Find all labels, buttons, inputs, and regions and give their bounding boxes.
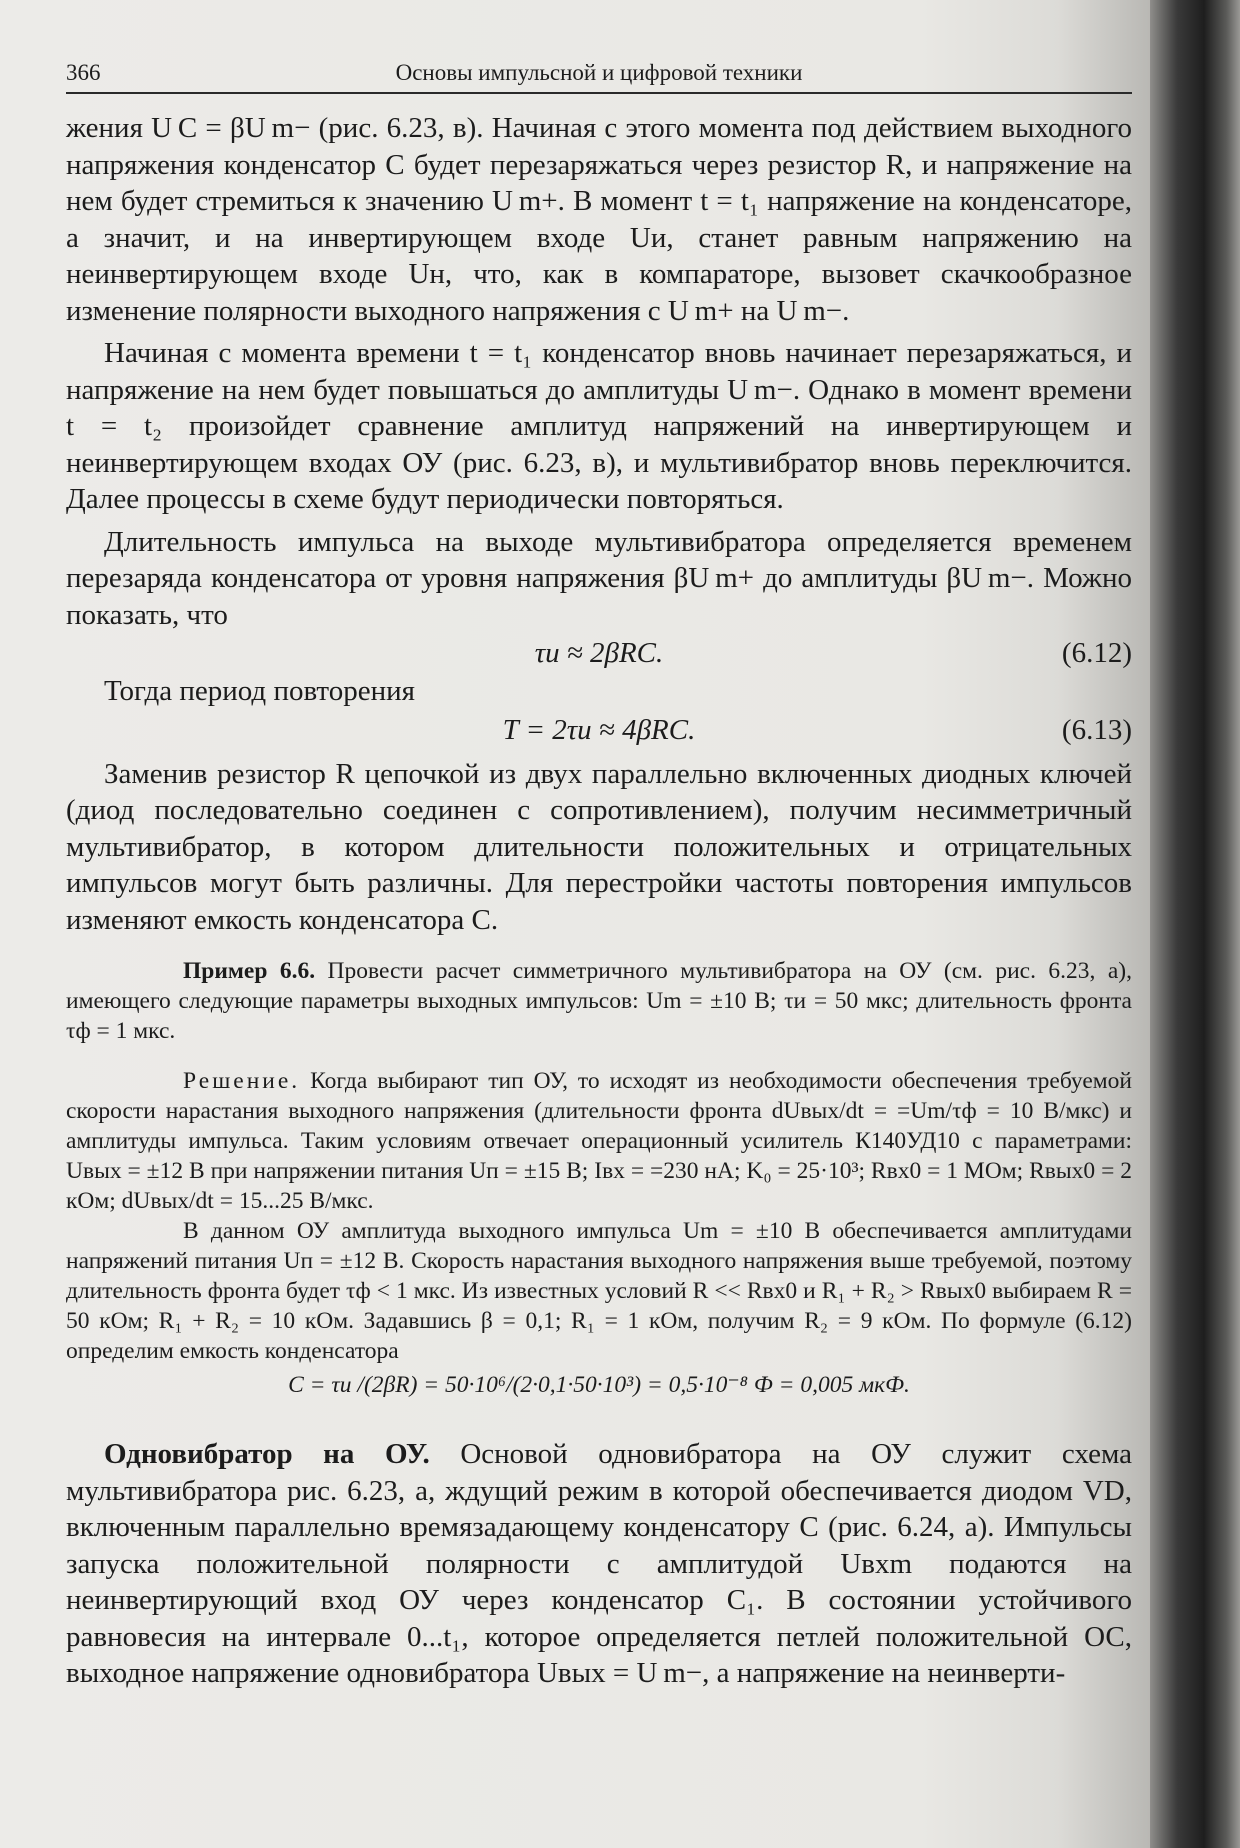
section-text: Основой одновибратора на ОУ служит схема мультивибратора рис. 6.23, а, ждущий режим в которой обеспечивается диодом VD, включенным параллельно времязадающему конденсатору С (рис. 6.24, а). Импульсы запуска положительной полярности с амплитудой Uвхm подаются на неинвертирующий вход ОУ через конденсатор С₁. В состоянии устойчивого равновесия на интервале 0...t₁, которое определяется петлей положительной ОС, выходное напряжение одновибратора Uвых = U m−, а напряжение на неинверти- bbox=[66, 1438, 1132, 1689]
solution-text: Когда выбирают тип ОУ, то исходят из необходимости обеспечения требуемой скорости нарастания выходного напряжения (длительности фронта dUвых/dt = =Um/τф = 10 В/мкс) и амплитуды импульса. Таким условиям отвечает операционный усилитель К140УД10 с параметрами: Uвых = ±12 В при напряжении питания Uп = ±15 В; Iвх = =230 нА; K₀ = 25·10³; Rвх0 = 1 МОм; Rвых0 = 2 кОм; dUвых/dt = 15...25 В/мкс. bbox=[66, 1068, 1132, 1214]
page-number: 366 bbox=[66, 60, 101, 85]
solution-paragraph-2: В данном ОУ амплитуда выходного импульса Um = ±10 В обеспечивается амплитудами напряжений питания Uп = ±12 В. Скорость нарастания выходного напряжения выше требуемой, поэтому длительность фронта будет τф < 1 мкс. Из известных условий R << Rвх0 и R₁ + R₂ > Rвых0 выбираем R = 50 кОм; R₁ + R₂ = 10 кОм. Задавшись β = 0,1; R₁ = 1 кОм, получим R₂ = 9 кОм. По формуле (6.12) определим емкость конденсатора bbox=[66, 1218, 1132, 1364]
page-header bbox=[66, 58, 1132, 94]
formula-6-12-number: (6.12) bbox=[1061, 637, 1132, 669]
solution-block bbox=[66, 1066, 1132, 1402]
solution-paragraph bbox=[66, 1066, 1132, 1216]
formula-6-13-expression: T = 2τи ≈ 4βRC. bbox=[502, 713, 696, 746]
paragraph-5: Заменив резистор R цепочкой из двух параллельно включенных диодных ключей (диод последовательно соединен с сопротивлением), получим несимметричный мультивибратор, в котором длительности положительных и отрицательных импульсов могут быть различны. Для перестройки частоты повторения импульсов изменяют емкость конденсатора С. bbox=[66, 757, 1132, 936]
paragraph-3: Длительность импульса на выходе мультивибратора определяется временем перезаряда конденсатора от уровня напряжения βU m+ до амплитуды βU m−. Можно показать, что bbox=[66, 525, 1132, 631]
example-text: Провести расчет симметричного мультивибратора на ОУ (см. рис. 6.23, а), имеющего следующие параметры выходных импульсов: Um = ±10 В; τи = 50 мкс; длительность фронта τф = 1 мкс. bbox=[66, 958, 1132, 1044]
example-block bbox=[66, 956, 1132, 1046]
paragraph-1: жения U C = βU m− (рис. 6.23, в). Начиная с этого момента под действием выходного напряжения конденсатор С будет перезаряжаться через резистор R, и напряжение на нем будет стремиться к значению U m+. В момент t = t₁ напряжение на конденсаторе, а значит, и на инвертирующем входе Uи, станет равным напряжению на неинвертирующем входе Uн, что, как в компараторе, вызовет скачкообразное изменение полярности выходного напряжения с U m+ на U m−. bbox=[66, 112, 1132, 327]
running-title: Основы импульсной и цифровой техники bbox=[395, 60, 803, 85]
formula-6-13-number: (6.13) bbox=[1061, 713, 1132, 746]
example-label: Пример 6.6. bbox=[183, 958, 316, 984]
paragraph-4: Тогда период повторения bbox=[104, 675, 415, 707]
formula-6-12-expression: τи ≈ 2βRC. bbox=[534, 637, 664, 669]
formula-6-13 bbox=[66, 710, 1132, 750]
paragraph-2: Начиная с момента времени t = t₁ конденсатор вновь начинает перезаряжаться, и напряжение на нем будет повышаться до амплитуды U m−. Однако в момент времени t = t₂ произойдет сравнение амплитуд напряжений на инвертирующем и неинвертирующем входах ОУ (рис. 6.23, в), и мультивибратор вновь переключится. Далее процессы в схеме будут периодически повторяться. bbox=[66, 337, 1132, 515]
book-gutter-shadow bbox=[1150, 0, 1240, 1848]
section-monostable bbox=[66, 1436, 1132, 1692]
solution-label: Решение. bbox=[183, 1068, 301, 1094]
formula-6-12 bbox=[66, 633, 1132, 673]
capacitance-formula: C = τи /(2βR) = 50·10⁶/(2·0,1·50·10³) = 0,5·10⁻⁸ Ф = 0,005 мкФ. bbox=[288, 1372, 910, 1398]
example-paragraph bbox=[66, 956, 1132, 1046]
page-body bbox=[66, 110, 1132, 1692]
section-paragraph bbox=[66, 1436, 1132, 1692]
section-title: Одновибратор на ОУ. bbox=[104, 1438, 430, 1470]
